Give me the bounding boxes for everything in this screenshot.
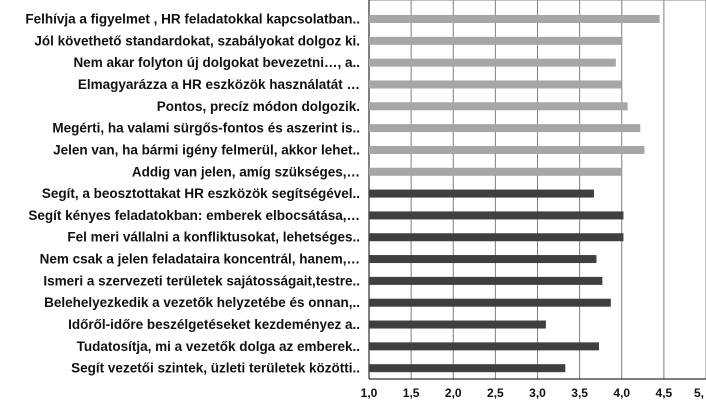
category-label: Segít, a beosztottakat HR eszközök segítségével.. bbox=[41, 186, 360, 202]
bar bbox=[369, 211, 623, 219]
bar bbox=[369, 102, 628, 110]
bar bbox=[369, 146, 644, 154]
category-label: Felhívja a figyelmet , HR feladatokkal kapcsolatban.. bbox=[25, 11, 360, 27]
x-tick-label: 2,5 bbox=[487, 386, 504, 400]
x-tick-label: 1,0 bbox=[360, 386, 378, 400]
bar bbox=[369, 233, 623, 241]
bar bbox=[369, 168, 622, 176]
bar bbox=[369, 37, 622, 45]
x-tick-label: 3,0 bbox=[529, 386, 546, 400]
bar bbox=[369, 80, 622, 88]
x-tick-label: 4,0 bbox=[613, 386, 631, 400]
category-label: Addig van jelen, amíg szükséges,… bbox=[131, 164, 360, 180]
category-label: Nem akar folyton új dolgokat bevezetni…, a.. bbox=[73, 55, 360, 71]
category-label: Pontos, precíz módon dolgozik. bbox=[156, 98, 360, 114]
category-label: Időről-időre beszélgetéseket kezdeményez a.. bbox=[68, 317, 360, 333]
bar bbox=[369, 124, 640, 132]
category-label: Jelen van, ha bármi igény felmerül, akkor lehet.. bbox=[53, 142, 360, 158]
bar bbox=[369, 190, 594, 198]
category-label: Jól követhető standardokat, szabályokat dolgoz ki. bbox=[34, 33, 360, 49]
bar bbox=[369, 321, 546, 329]
category-label: Segít vezetői szintek, üzleti területek közötti.. bbox=[71, 360, 360, 376]
category-label: Nem csak a jelen feladataira koncentrál, hanem,… bbox=[39, 251, 360, 267]
bars bbox=[369, 15, 660, 372]
category-labels bbox=[25, 12, 360, 376]
bar bbox=[369, 277, 602, 285]
x-tick-label: 4,5 bbox=[655, 386, 673, 400]
category-label: Tudatosítja, mi a vezetők dolga az emberek.. bbox=[76, 338, 360, 354]
category-label: Elmagyarázza a HR eszközök használatát … bbox=[77, 76, 360, 92]
bar bbox=[369, 255, 596, 263]
x-tick-label: 2,0 bbox=[444, 386, 462, 400]
x-tick-label: 1,5 bbox=[402, 386, 420, 400]
category-label: Belehelyezkedik a vezetők helyzetébe és onnan,.. bbox=[44, 295, 360, 311]
bar bbox=[369, 364, 565, 372]
category-label: Fel meri vállalni a konfliktusokat, lehetséges.. bbox=[67, 229, 360, 245]
x-tick-labels bbox=[361, 386, 704, 400]
x-tick-label: 5, bbox=[693, 386, 704, 400]
bar bbox=[369, 15, 660, 23]
category-label: Segít kényes feladatokban: emberek elbocsátása,… bbox=[28, 207, 360, 223]
x-tick-label: 3,5 bbox=[571, 386, 588, 400]
bar bbox=[369, 299, 611, 307]
bar bbox=[369, 342, 599, 350]
category-label: Ismeri a szervezeti területek sajátosságait,testre.. bbox=[43, 273, 360, 289]
bar bbox=[369, 59, 616, 67]
category-label: Megérti, ha valami sürgős-fontos és aszerint is.. bbox=[52, 120, 360, 136]
